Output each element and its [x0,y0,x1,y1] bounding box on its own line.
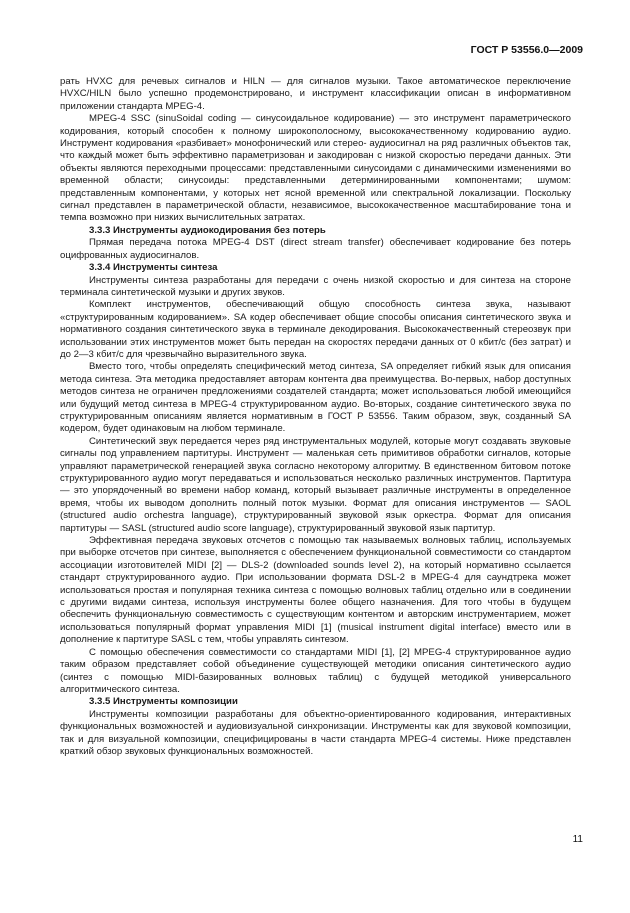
paragraph: Инструменты композиции разработаны для объектно-ориентированного кодирования, интерактивных функциональных возможностей и аудиовизуальной синхронизации. Инструменты как для звуковой композиции, так и для визуальной композиции, специфицированы в части стандарта MPEG-4 системы. Ниже представлен краткий обзор звуковых функциональных возможностей. [60,708,571,757]
paragraph: Синтетический звук передается через ряд инструментальных модулей, которые могут создавать звуковые сигналы под управлением партитуры. Инструмент — маленькая сеть примитивов обработки сигналов, которые управляют параметрической генерацией звука согласно некоторому алгоритму. В единственном битовом потоке структурированного аудио могут передаваться и использоваться несколько различных инструментов. Партитура — это упорядоченный во времени набор команд, который вызывает различные инструменты в определенное время, чтобы их выводом дополнить полный поток музыки. Формат для описания инструментов — SAOL (structured audio orchestra language), структурированный звуковой язык оркестра. Формат для описания партитуры — SASL (structured audio score language), структурированный звуковой язык партитур. [60,435,571,534]
paragraph: Эффективная передача звуковых отсчетов с помощью так называемых волновых таблиц, используемых при выборке отсчетов при синтезе, выполняется с обеспечением функциональной совместимости со стандартом ассоциации изготовителей MIDI [2] — DLS-2 (downloaded sounds level 2), на который нормативно ссылается стандарт структурированного аудио. При использовании формата DSL-2 в MPEG-4 для саундтрека может использоваться простая и популярная техника синтеза с помощью волновых таблиц отдельно или в соединении с другими видами синтеза, используя инструменты более общего назначения. Для того чтобы в будущем обеспечить функциональную совместимость с существующим контентом и авторским инструментарием, может использоваться популярный формат управления MIDI [1] (musical instrument digital interface) вместо или в дополнение к партитуре SASL с тем, чтобы управлять синтезом. [60,535,571,646]
paragraph: Вместо того, чтобы определять специфический метод синтеза, SA определяет гибкий язык для описания метода синтеза. Эта методика предоставляет авторам контента два преимущества. Во-первых, набор доступных методов синтеза не ограничен предложениями создателей стандарта; может использоваться любой имеющийся или будущий метод синтеза в MPEG-4 структурированном аудио. Во-вторых, создание синтетического звука по структурированным описаниям является нормативным в ГОСТ Р 53556. Таким образом, звук, созданный SA кодером, будет одинаковым на любом терминале. [60,361,571,435]
paragraph: Инструменты синтеза разработаны для передачи с очень низкой скоростью и для синтеза на стороне терминала синтетической музыки и других звуков. [60,274,571,298]
paragraph: MPEG-4 SSC (sinuSoidal coding — синусоидальное кодирование) — это инструмент параметрического кодирования, который способен к полному широкополосному, высококачественному кодированию аудио. Инструмент кодирования «разбивает» монофонический или стерео- аудиосигнал на ряд различных объектов так, что каждый может быть эффективно параметризован и закодирован с низкой скоростью передачи данных. Эти объекты являются переходными процессами: представленными синусоидами с динамическими изменениями во временной области; синусоиды: представленными детерминированными компонентами; шумом: представленным компонентами, у которых нет ясной временной или спектральной локализации. Поскольку сигнал представлен в параметрической области, независимое, высококачественное масштабирование тона и темпа возможно при низких вычислительных затратах. [60,113,571,224]
paragraph: С помощью обеспечения совместимости со стандартами MIDI [1], [2] MPEG-4 структурированное аудио таким образом представляет собой объединение существующей методики описания синтетического аудио (синтез с помощью MIDI-базированных волновых таблиц) с будущей методикой универсального алгоритмического синтеза. [60,646,571,695]
paragraph: Прямая передача потока MPEG-4 DST (direct stream transfer) обеспечивает кодирование без потерь оцифрованных аудиосигналов. [60,237,571,261]
section-heading: 3.3.4 Инструменты синтеза [89,262,218,274]
paragraph: Комплект инструментов, обеспечивающий общую способность синтеза звука, называют «структурированным кодированием». SA кодер обеспечивает общие способы описания синтетического звука и нормативного создания синтетического звука в терминале декодирования. Высококачественный стереозвук при использовании этих инструментов может быть передан на скоростях передачи данных от 0 кбит/с (без затрат) и до 2—3 кбит/с для чрезвычайно выразительного звука. [60,299,571,360]
section-heading: 3.3.5 Инструменты композиции [89,696,238,708]
standard-header: ГОСТ Р 53556.0—2009 [470,44,583,56]
paragraph: рать HVXC для речевых сигналов и HILN — для сигналов музыки. Такое автоматическое переключение HVXC/HILN было успешно продемонстрировано, и инструмент классификации описан в информативном приложении стандарта MPEG-4. [60,76,571,112]
page-number: 11 [572,834,583,845]
body-text [60,76,571,758]
section-heading: 3.3.3 Инструменты аудиокодирования без потерь [89,224,326,236]
